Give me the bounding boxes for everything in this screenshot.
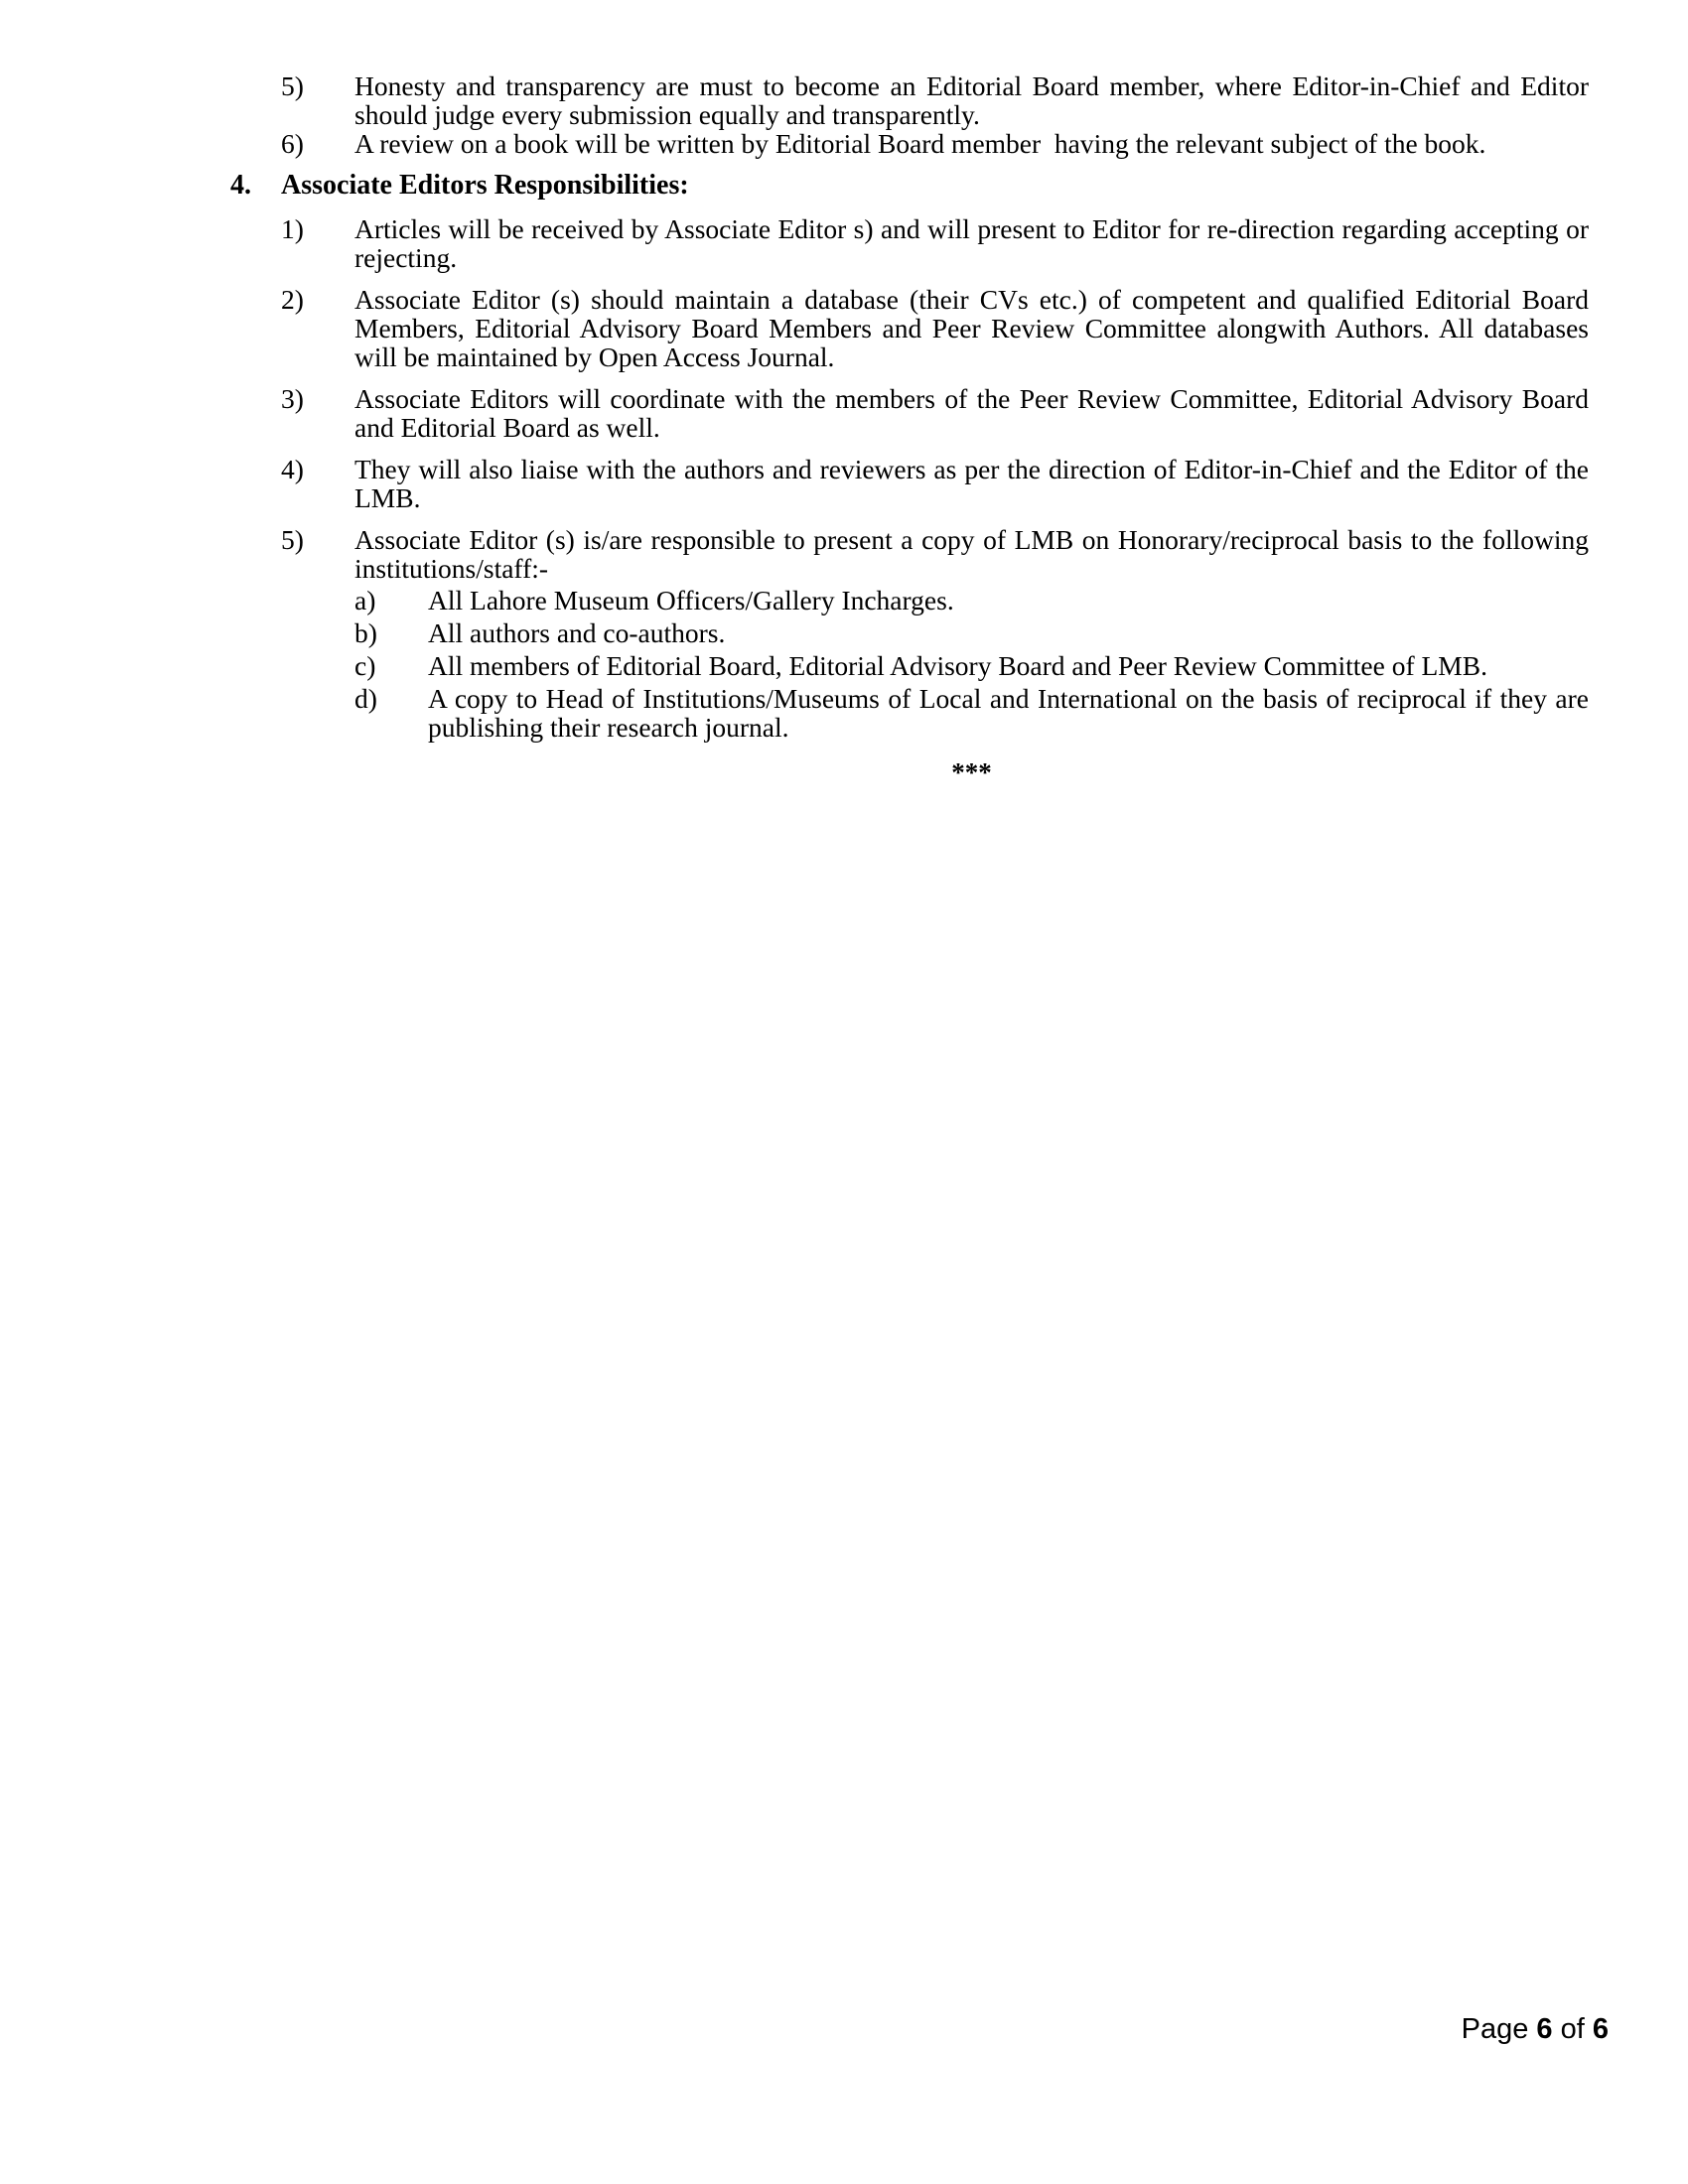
continued-list [281,71,1589,158]
end-mark: *** [951,757,992,787]
list-text: Articles will be received by Associate Editor s) and will present to Editor for re-direction regarding accepting or rejecting. [354,213,1589,273]
list-item [281,455,1589,512]
list-item [281,214,1589,272]
list-item [281,285,1589,371]
sub-list-item [354,618,1589,647]
list-marker: 3) [281,383,304,414]
sub-list-item [354,651,1589,680]
list-text: Honesty and transparency are must to become an Editorial Board member, where Editor-in-Chief and Editor should judge every submission equally and transparently. [354,70,1589,130]
page-footer [1462,2013,1609,2045]
list-item [281,384,1589,442]
sub-list-text: All authors and co-authors. [428,617,726,648]
sub-list-item [354,684,1589,742]
section-number: 4. [230,170,251,201]
sub-list-text: All members of Editorial Board, Editorial Advisory Board and Peer Review Committee of LMB. [428,650,1487,681]
sub-list-item [354,586,1589,614]
footer-total-pages: 6 [1592,2013,1609,2045]
sub-list-marker: d) [354,683,377,714]
sub-list-marker: a) [354,585,376,615]
footer-page-number: 6 [1536,2013,1553,2045]
list-text: Associate Editors will coordinate with the members of the Peer Review Committee, Editorial Advisory Board and Editorial Board as well. [354,383,1589,443]
list-marker: 2) [281,284,304,315]
list-item [281,71,1589,129]
list-text: They will also liaise with the authors and reviewers as per the direction of Editor-in-Chief and the Editor of the LMB. [354,454,1589,513]
list-marker: 6) [281,128,304,159]
list-marker: 4) [281,454,304,484]
sub-list-marker: c) [354,650,376,681]
list-text: Associate Editor (s) should maintain a database (their CVs etc.) of competent and qualified Editorial Board Members, Editorial Advisory Board Members and Peer Review Committee alongwith Authors. All databases will be maintained by Open Access Journal. [354,284,1589,372]
list-item [281,525,1589,746]
list-text: A review on a book will be written by Editorial Board member having the relevant subject of the book. [354,128,1486,159]
footer-page-label: Page [1461,2013,1529,2045]
sub-list-marker: b) [354,617,377,648]
list-item-body [354,525,1589,746]
list-text: Associate Editor (s) is/are responsible to present a copy of LMB on Honorary/reciprocal basis to the following institutions/staff:- [354,524,1589,584]
footer-of-label: of [1560,2013,1585,2045]
sub-list-text: All Lahore Museum Officers/Gallery Incharges. [428,585,954,615]
section-title: Associate Editors Responsibilities: [281,170,689,201]
sub-list-text: A copy to Head of Institutions/Museums of Local and International on the basis of reciprocal if they are publishing their research journal. [428,683,1589,743]
sub-list [354,586,1589,742]
list-marker: 5) [281,70,304,101]
document-body [230,71,1589,787]
list-marker: 1) [281,213,304,244]
section-heading [230,171,1589,201]
list-marker: 5) [281,524,304,555]
list-item [281,129,1589,158]
section-list [281,214,1589,746]
